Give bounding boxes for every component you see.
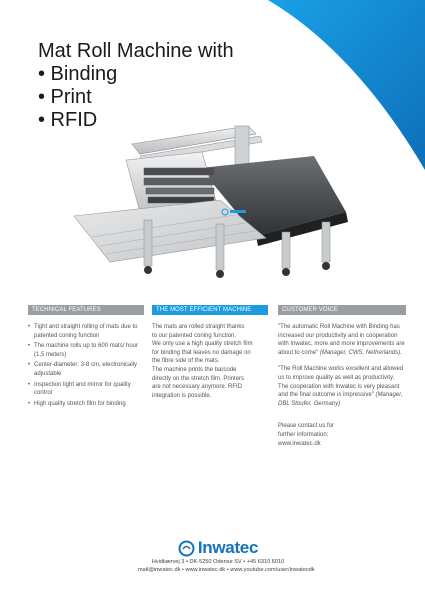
list-item: • Tight and straight rolling of mats due to patented coning function — [28, 323, 144, 340]
roll-machine-illustration — [70, 112, 370, 284]
company-links[interactable]: mail@inwatec.dk • www.inwatec.dk • www.youtube.com/user/inwatecdk — [138, 567, 315, 573]
efficient-machine-header: THE MOST EFFICIENT MACHINE — [152, 305, 268, 315]
title-line: Mat Roll Machine with — [38, 40, 234, 62]
customer-quote — [278, 365, 406, 408]
technical-features-list — [28, 323, 144, 408]
customer-voice-column — [278, 305, 406, 456]
list-item: • Inspection light and mirror for quality control — [28, 381, 144, 398]
inwatec-logo-icon — [178, 540, 195, 557]
text-line: the fibre side of the mats. — [152, 358, 220, 365]
logo-text: Inwatec — [197, 538, 259, 557]
text-line: for binding that leaves no damage on — [152, 349, 251, 356]
quote-source: (Manager, DBL Stoufer, Germany) — [278, 392, 403, 407]
title-bullet-rfid: • RFID — [38, 109, 98, 131]
title-bullet-print: • Print — [38, 86, 92, 108]
list-item: • The machine rolls up to 600 mats/ hour (1,5 meters) — [28, 342, 144, 359]
text-line: are not necessary anymore. RFID — [152, 384, 243, 391]
inwatec-logo — [138, 538, 298, 558]
page-footer — [138, 538, 315, 574]
title-bullet-binding: • Binding — [38, 63, 118, 85]
technical-features-column — [28, 305, 144, 410]
list-item: • Center-diameter: 3-8 cm, electronically adjustable — [28, 361, 144, 378]
contact-line: further information: — [278, 431, 329, 438]
website-link[interactable]: www.inwatec.dk — [278, 440, 321, 447]
technical-features-header: TECHNICAL FEATURES — [28, 305, 144, 315]
text-line: The mats are rolled straight thanks — [152, 324, 245, 330]
text-line: to our patented coning function. — [152, 332, 237, 339]
contact-info — [278, 422, 406, 448]
contact-line: Please contact us for — [278, 423, 335, 430]
list-item: • High quality stretch film for binding — [28, 400, 144, 409]
text-line: directly on the stretch film. Printers — [152, 375, 245, 382]
text-line: We only use a high quality stretch film — [152, 341, 253, 348]
quote-source: (Manager, CWS, Netherlands). — [319, 349, 402, 356]
text-line: integration is possible. — [152, 392, 212, 399]
customer-voice-header: CUSTOMER VOICE — [278, 305, 406, 315]
text-line: The machine prints the barcode — [152, 366, 237, 373]
efficient-machine-text — [152, 323, 268, 400]
efficient-machine-column — [152, 305, 268, 400]
company-address: Hvidkærvej 3 • DK-5250 Odense SV • +45 6310 6010 — [151, 559, 285, 565]
quote-text: "The Roll Machine works excellent and allowed us to improve quality as well as productivity. The cooperation with Inwatec is very pleasant and the final outcome is impressive" — [278, 366, 404, 399]
customer-quote — [278, 323, 406, 357]
quote-text: "The automatic Roll Machine with Binding has increased our productivity and in cooperation with Inwatec, more and more improvements are about to come" — [278, 324, 405, 356]
